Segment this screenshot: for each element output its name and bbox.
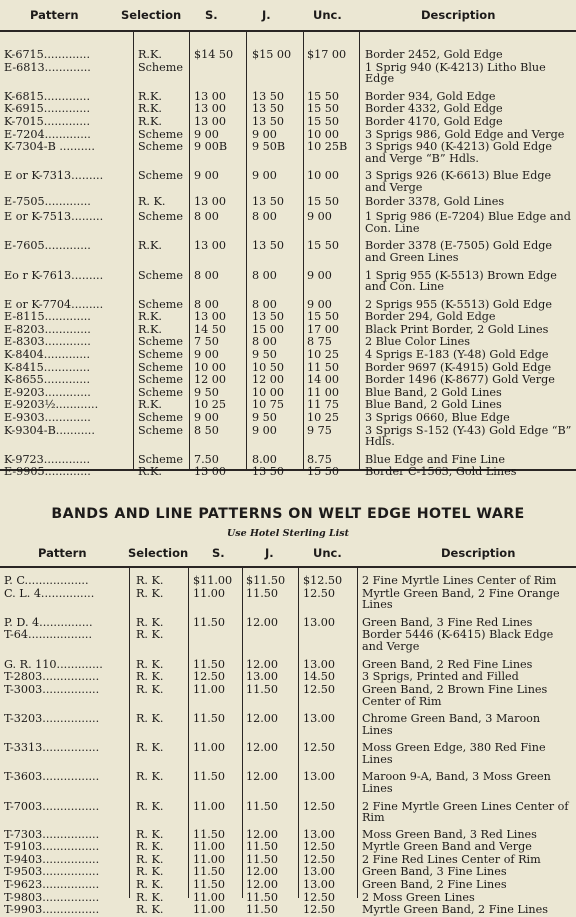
- j-price-cell: 9 00: [252, 169, 277, 183]
- j-price-cell: 13.00: [246, 670, 279, 684]
- description-cell: Myrtle Green Band, 2 Fine Lines: [362, 903, 549, 917]
- selection-cell: R. K.: [136, 711, 164, 725]
- table-row: [0, 466, 576, 479]
- s-price-cell: 11.50: [193, 615, 226, 629]
- pattern-cell: K-6915.............: [4, 102, 91, 116]
- description-cell: Border 294, Gold Edge: [365, 310, 496, 324]
- selection-cell: R.K.: [138, 114, 162, 128]
- description-cell: 3 Sprigs 940 (K-4213) Gold Edge and Verge “B” Hdls.: [365, 140, 552, 165]
- unc-price-cell: 12.50: [303, 586, 336, 600]
- selection-cell: R.K.: [138, 310, 162, 324]
- s-price-cell: 8 00: [194, 297, 219, 311]
- j-price-cell: 9 50: [252, 411, 277, 425]
- description-cell: 3 Sprigs S-152 (Y-43) Gold Edge “B” Hdls.: [365, 423, 572, 449]
- pattern-cell: E-6813.............: [4, 60, 91, 74]
- j-price-cell: 12.00: [246, 657, 279, 671]
- description-cell: Border C-1563, Gold Lines: [365, 465, 517, 479]
- table-row: [0, 671, 576, 684]
- pattern-cell: K-8655.............: [4, 373, 91, 387]
- s-price-cell: 8 00: [194, 210, 219, 224]
- pattern-cell: T-9503................: [4, 865, 100, 879]
- pattern-cell: T-3603................: [4, 770, 100, 784]
- col-unc-header: Unc.: [313, 546, 342, 560]
- unc-price-cell: $17 00: [307, 48, 347, 61]
- description-cell: Border 2452, Gold Edge: [365, 48, 503, 61]
- j-price-cell: 12.00: [246, 615, 279, 629]
- col-selection-header: Selection: [128, 546, 189, 560]
- unc-price-cell: 12.50: [303, 903, 336, 917]
- table-row: [0, 892, 576, 905]
- pattern-cell: E-7605.............: [4, 239, 91, 253]
- description-cell: Border 934, Gold Edge: [365, 89, 496, 103]
- description-cell: 1 Sprig 986 (E-7204) Blue Edge and Con. Line: [365, 210, 571, 235]
- description-cell: 4 Sprigs E-183 (Y-48) Gold Edge: [365, 348, 549, 362]
- s-price-cell: 8 00: [194, 268, 219, 282]
- s-price-cell: 13 00: [194, 239, 227, 253]
- pattern-cell: K-8415.............: [4, 360, 91, 374]
- table-1-body: [0, 32, 576, 479]
- pattern-cell: E-7204.............: [4, 127, 91, 141]
- selection-cell: Scheme: [138, 268, 183, 282]
- section-subtitle: Use Hotel Sterling List: [226, 528, 350, 539]
- table-row: [0, 116, 576, 129]
- table-row: [0, 879, 576, 892]
- unc-price-cell: 10 00: [307, 127, 340, 141]
- selection-cell: Scheme: [138, 373, 183, 387]
- col-description-header: Description: [421, 8, 496, 22]
- pattern-cell: K-9723.............: [4, 452, 91, 466]
- s-price-cell: 9 00: [194, 348, 219, 362]
- description-cell: Moss Green Band, 3 Red Lines: [362, 827, 537, 841]
- s-price-cell: 11.50: [193, 827, 226, 841]
- unc-price-cell: 15 50: [307, 114, 340, 128]
- s-price-cell: 11.00: [193, 586, 226, 600]
- description-cell: Border 1496 (K-8677) Gold Verge: [365, 373, 555, 387]
- pattern-cell: E or K-7313.........: [4, 169, 104, 183]
- description-cell: 2 Fine Myrtle Green Lines Center of Rim: [362, 799, 569, 825]
- selection-cell: R. K.: [136, 682, 164, 696]
- price-table-2: [0, 538, 576, 917]
- selection-cell: R.K.: [138, 398, 162, 412]
- selection-cell: Scheme: [138, 335, 183, 349]
- selection-cell: R.K.: [138, 239, 162, 253]
- unc-price-cell: 15 50: [307, 239, 340, 253]
- unc-price-cell: 13.00: [303, 865, 336, 879]
- description-cell: Black Print Border, 2 Gold Lines: [365, 322, 549, 336]
- pattern-cell: P. D. 4...............: [4, 615, 93, 629]
- table-row: [0, 270, 576, 295]
- j-price-cell: 11.50: [246, 852, 279, 866]
- table-row: [0, 240, 576, 265]
- table-row: [0, 904, 576, 917]
- description-cell: Green Band, 2 Fine Lines: [362, 878, 507, 892]
- selection-cell: R. K.: [136, 799, 164, 813]
- pattern-cell: T-3003................: [4, 682, 100, 696]
- unc-price-cell: 11 50: [307, 360, 340, 374]
- selection-cell: R. K.: [136, 670, 164, 684]
- unc-price-cell: 15 50: [307, 194, 340, 208]
- j-price-cell: 9 00: [252, 127, 277, 141]
- unc-price-cell: $12.50: [303, 574, 343, 587]
- s-price-cell: 13 00: [194, 89, 227, 103]
- pattern-cell: E-8115.............: [4, 310, 91, 324]
- pattern-cell: E-9203½............: [4, 398, 99, 412]
- selection-cell: R.K.: [138, 48, 162, 61]
- unc-price-cell: 12.50: [303, 852, 336, 866]
- table-row: [0, 742, 576, 767]
- description-cell: 2 Moss Green Lines: [362, 890, 475, 904]
- table-1-header: [0, 0, 576, 26]
- description-cell: Blue Edge and Fine Line: [365, 452, 505, 466]
- s-price-cell: 11.50: [193, 865, 226, 879]
- s-price-cell: 11.00: [193, 890, 226, 904]
- s-price-cell: 11.50: [193, 770, 226, 784]
- s-price-cell: 14 50: [194, 322, 227, 336]
- selection-cell: R. K.: [138, 194, 166, 208]
- description-cell: 3 Sprigs 986, Gold Edge and Verge: [365, 127, 565, 141]
- j-price-cell: 9 50: [252, 348, 277, 362]
- description-cell: 3 Sprigs 0660, Blue Edge: [365, 411, 510, 425]
- s-price-cell: 9 00: [194, 169, 219, 183]
- selection-cell: Scheme: [138, 411, 183, 425]
- pattern-cell: T-3203................: [4, 711, 100, 725]
- s-price-cell: 13 00: [194, 102, 227, 116]
- j-price-cell: 8 00: [252, 335, 277, 349]
- selection-cell: Scheme: [138, 452, 183, 466]
- unc-price-cell: 9 00: [307, 210, 332, 224]
- pattern-cell: E or K-7513.........: [4, 210, 104, 224]
- description-cell: 1 Sprig 955 (K-5513) Brown Edge and Con. Line: [365, 268, 557, 294]
- j-price-cell: 13 50: [252, 89, 285, 103]
- s-price-cell: 9 00: [194, 411, 219, 425]
- unc-price-cell: 12.50: [303, 890, 336, 904]
- pattern-cell: C. L. 4...............: [4, 586, 95, 600]
- s-price-cell: 11.50: [193, 711, 226, 725]
- col-j-header: J.: [265, 546, 274, 560]
- s-price-cell: 11.00: [193, 840, 226, 854]
- unc-price-cell: 17 00: [307, 322, 340, 336]
- s-price-cell: 11.00: [193, 741, 226, 755]
- pattern-cell: T-9803................: [4, 890, 100, 904]
- j-price-cell: 8 00: [252, 268, 277, 282]
- s-price-cell: 11.00: [193, 903, 226, 917]
- description-cell: Blue Band, 2 Gold Lines: [365, 398, 502, 412]
- s-price-cell: 7 50: [194, 335, 219, 349]
- selection-cell: Scheme: [138, 297, 183, 311]
- unc-price-cell: 9 75: [307, 423, 332, 437]
- col-unc-header: Unc.: [313, 8, 342, 22]
- selection-cell: R.K.: [138, 322, 162, 336]
- section-title: BANDS AND LINE PATTERNS ON WELT EDGE HOTEL WARE: [51, 506, 525, 522]
- col-pattern-header: Pattern: [38, 546, 87, 560]
- pattern-cell: K-6815.............: [4, 89, 91, 103]
- j-price-cell: 12.00: [246, 770, 279, 784]
- pattern-cell: E-8303.............: [4, 335, 91, 349]
- selection-cell: R. K.: [136, 615, 164, 629]
- selection-cell: Scheme: [138, 210, 183, 224]
- selection-cell: R. K.: [136, 890, 164, 904]
- j-price-cell: 11.50: [246, 586, 279, 600]
- j-price-cell: 11.50: [246, 799, 279, 813]
- description-cell: 2 Fine Red Lines Center of Rim: [362, 852, 541, 866]
- pattern-cell: E-8203.............: [4, 322, 91, 336]
- unc-price-cell: 13.00: [303, 615, 336, 629]
- unc-price-cell: 8 75: [307, 335, 332, 349]
- description-cell: 2 Sprigs 955 (K-5513) Gold Edge: [365, 297, 552, 311]
- unc-price-cell: 15 50: [307, 310, 340, 324]
- selection-cell: Scheme: [138, 385, 183, 399]
- selection-cell: R. K.: [136, 827, 164, 841]
- unc-price-cell: 13.00: [303, 770, 336, 784]
- pattern-cell: T-9903................: [4, 903, 100, 917]
- unc-price-cell: 13.00: [303, 827, 336, 841]
- j-price-cell: 9 00: [252, 423, 277, 437]
- pattern-cell: E-9905.............: [4, 465, 91, 479]
- j-price-cell: $11.50: [246, 574, 286, 587]
- s-price-cell: 10 00: [194, 360, 227, 374]
- description-cell: Green Band, 2 Brown Fine Lines Center of Rim: [362, 682, 548, 708]
- unc-price-cell: 9 00: [307, 268, 332, 282]
- description-cell: 1 Sprig 940 (K-4213) Litho Blue Edge: [365, 60, 546, 86]
- col-s-header: S.: [205, 8, 218, 22]
- col-pattern-header: Pattern: [30, 8, 79, 22]
- selection-cell: R. K.: [136, 840, 164, 854]
- s-price-cell: 11.00: [193, 682, 226, 696]
- j-price-cell: 9 50B: [252, 140, 286, 154]
- selection-cell: R. K.: [136, 878, 164, 892]
- col-j-header: J.: [262, 8, 271, 22]
- description-cell: Border 3378, Gold Lines: [365, 194, 505, 208]
- selection-cell: R.K.: [138, 89, 162, 103]
- table-row: [0, 62, 576, 87]
- selection-cell: R. K.: [136, 657, 164, 671]
- unc-price-cell: 13.00: [303, 657, 336, 671]
- table-row: [0, 170, 576, 195]
- table-2-body: [0, 568, 576, 917]
- j-price-cell: 10 00: [252, 385, 285, 399]
- table-2-header: [0, 538, 576, 564]
- description-cell: Border 9697 (K-4915) Gold Edge: [365, 360, 552, 374]
- j-price-cell: 11.50: [246, 840, 279, 854]
- description-cell: Myrtle Green Band, 2 Fine Orange Lines: [362, 586, 560, 612]
- table-row: [0, 771, 576, 796]
- selection-cell: R. K.: [136, 586, 164, 600]
- pattern-cell: P. C..................: [4, 574, 89, 587]
- unc-price-cell: 10 25: [307, 411, 340, 425]
- j-price-cell: 13 50: [252, 239, 285, 253]
- j-price-cell: 11.50: [246, 903, 279, 917]
- s-price-cell: 13 00: [194, 194, 227, 208]
- unc-price-cell: 12.50: [303, 840, 336, 854]
- j-price-cell: 13 50: [252, 310, 285, 324]
- table-row: [0, 684, 576, 709]
- j-price-cell: 11.50: [246, 682, 279, 696]
- table-row: [0, 841, 576, 854]
- table-row: [0, 575, 576, 588]
- unc-price-cell: 13.00: [303, 878, 336, 892]
- s-price-cell: 11.00: [193, 799, 226, 813]
- table-row: [0, 311, 576, 324]
- table-row: [0, 196, 576, 209]
- selection-cell: Scheme: [138, 348, 183, 362]
- description-cell: Myrtle Green Band and Verge: [362, 840, 532, 854]
- unc-price-cell: 10 25B: [307, 140, 348, 154]
- j-price-cell: 15 00: [252, 322, 285, 336]
- table-row: [0, 801, 576, 826]
- pattern-cell: T-7303................: [4, 827, 100, 841]
- selection-cell: Scheme: [138, 140, 183, 154]
- j-price-cell: 12.00: [246, 711, 279, 725]
- s-price-cell: 12.50: [193, 670, 226, 684]
- unc-price-cell: 15 50: [307, 89, 340, 103]
- description-cell: Border 4332, Gold Edge: [365, 102, 503, 116]
- table-row: [0, 713, 576, 738]
- j-price-cell: 11.50: [246, 890, 279, 904]
- selection-cell: R. K.: [136, 852, 164, 866]
- table-row: [0, 141, 576, 166]
- unc-price-cell: 11 00: [307, 385, 340, 399]
- table-row: [0, 211, 576, 236]
- s-price-cell: 9 00: [194, 127, 219, 141]
- s-price-cell: 12 00: [194, 373, 227, 387]
- s-price-cell: $11.00: [193, 574, 233, 587]
- s-price-cell: 10 25: [194, 398, 227, 412]
- table-row: [0, 588, 576, 613]
- selection-cell: R.K.: [138, 102, 162, 116]
- description-cell: Border 3378 (E-7505) Gold Edge and Green Lines: [365, 239, 553, 265]
- unc-price-cell: 15 50: [307, 102, 340, 116]
- j-price-cell: 8.00: [252, 452, 277, 466]
- selection-cell: R. K.: [136, 770, 164, 784]
- description-cell: Blue Band, 2 Gold Lines: [365, 385, 502, 399]
- unc-price-cell: 12.50: [303, 741, 336, 755]
- j-price-cell: 13 50: [252, 465, 285, 479]
- s-price-cell: $14 50: [194, 48, 234, 61]
- s-price-cell: 11.00: [193, 852, 226, 866]
- s-price-cell: 13 00: [194, 114, 227, 128]
- s-price-cell: 9 00B: [194, 140, 228, 154]
- pattern-cell: T-64..................: [4, 628, 93, 642]
- description-cell: Border 5446 (K-6415) Black Edge and Verge: [362, 628, 554, 654]
- pattern-cell: T-7003................: [4, 799, 100, 813]
- col-s-header: S.: [212, 546, 225, 560]
- table-row: [0, 425, 576, 450]
- unc-price-cell: 11 75: [307, 398, 340, 412]
- description-cell: 3 Sprigs, Printed and Filled: [362, 670, 519, 684]
- s-price-cell: 9 50: [194, 385, 219, 399]
- j-price-cell: 13 50: [252, 194, 285, 208]
- j-price-cell: $15 00: [252, 48, 292, 61]
- description-cell: Border 4170, Gold Edge: [365, 114, 503, 128]
- description-cell: Green Band, 3 Fine Red Lines: [362, 615, 533, 629]
- j-price-cell: 8 00: [252, 297, 277, 311]
- description-cell: Maroon 9-A, Band, 3 Moss Green Lines: [362, 770, 551, 796]
- description-cell: Chrome Green Band, 3 Maroon Lines: [362, 711, 541, 737]
- j-price-cell: 12.00: [246, 827, 279, 841]
- j-price-cell: 10 75: [252, 398, 285, 412]
- pattern-cell: E-7505.............: [4, 194, 91, 208]
- table-row: [0, 412, 576, 425]
- j-price-cell: 13 50: [252, 114, 285, 128]
- pattern-cell: K-7304-B ..........: [4, 140, 95, 154]
- description-cell: Moss Green Edge, 380 Red Fine Lines: [362, 741, 546, 766]
- selection-cell: Scheme: [138, 60, 183, 74]
- unc-price-cell: 14 00: [307, 373, 340, 387]
- pattern-cell: K-6715.............: [4, 48, 91, 61]
- pattern-cell: Eo r K-7613.........: [4, 268, 104, 282]
- description-cell: 3 Sprigs 926 (K-6613) Blue Edge and Verge: [365, 169, 552, 195]
- description-cell: Green Band, 2 Red Fine Lines: [362, 657, 533, 671]
- j-price-cell: 12.00: [246, 741, 279, 755]
- selection-cell: R.K.: [138, 465, 162, 479]
- description-cell: Green Band, 3 Fine Lines: [362, 865, 507, 879]
- pattern-cell: E or K-7704.........: [4, 297, 104, 311]
- description-cell: 2 Blue Color Lines: [365, 335, 470, 349]
- selection-cell: R. K.: [136, 628, 164, 642]
- description-cell: 2 Fine Myrtle Lines Center of Rim: [362, 574, 557, 587]
- selection-cell: Scheme: [138, 360, 183, 374]
- j-price-cell: 13 50: [252, 102, 285, 116]
- unc-price-cell: 12.50: [303, 799, 336, 813]
- selection-cell: Scheme: [138, 127, 183, 141]
- pattern-cell: T-9403................: [4, 852, 100, 866]
- unc-price-cell: 13.00: [303, 711, 336, 725]
- s-price-cell: 13 00: [194, 465, 227, 479]
- pattern-cell: T-2803................: [4, 670, 100, 684]
- s-price-cell: 11.50: [193, 657, 226, 671]
- pattern-cell: T-9623................: [4, 878, 100, 892]
- unc-price-cell: 10 25: [307, 348, 340, 362]
- selection-cell: R. K.: [136, 574, 164, 587]
- selection-cell: R. K.: [136, 865, 164, 879]
- unc-price-cell: 8.75: [307, 452, 332, 466]
- table-row: [0, 349, 576, 362]
- table-row: [0, 629, 576, 654]
- pattern-cell: T-3313................: [4, 741, 100, 755]
- s-price-cell: 7.50: [194, 452, 219, 466]
- selection-cell: Scheme: [138, 169, 183, 183]
- s-price-cell: 8 50: [194, 423, 219, 437]
- j-price-cell: 10 50: [252, 360, 285, 374]
- unc-price-cell: 14.50: [303, 670, 336, 684]
- j-price-cell: 12.00: [246, 878, 279, 892]
- selection-cell: R. K.: [136, 741, 164, 755]
- unc-price-cell: 12.50: [303, 682, 336, 696]
- j-price-cell: 12.00: [246, 865, 279, 879]
- unc-price-cell: 15 50: [307, 465, 340, 479]
- pattern-cell: K-9304-B...........: [4, 423, 95, 437]
- selection-cell: R. K.: [136, 903, 164, 917]
- pattern-cell: G. R. 110.............: [4, 657, 103, 671]
- selection-cell: Scheme: [138, 423, 183, 437]
- col-description-header: Description: [441, 546, 516, 560]
- table-row: [0, 49, 576, 62]
- j-price-cell: 8 00: [252, 210, 277, 224]
- pattern-cell: T-9103................: [4, 840, 100, 854]
- unc-price-cell: 10 00: [307, 169, 340, 183]
- unc-price-cell: 9 00: [307, 297, 332, 311]
- pattern-cell: E-9203.............: [4, 385, 91, 399]
- s-price-cell: 13 00: [194, 310, 227, 324]
- pattern-cell: K-7015.............: [4, 114, 91, 128]
- col-selection-header: Selection: [121, 8, 182, 22]
- pattern-cell: K-8404.............: [4, 348, 91, 362]
- table-row: [0, 374, 576, 387]
- pattern-cell: E-9303.............: [4, 411, 91, 425]
- s-price-cell: 11.50: [193, 878, 226, 892]
- j-price-cell: 12 00: [252, 373, 285, 387]
